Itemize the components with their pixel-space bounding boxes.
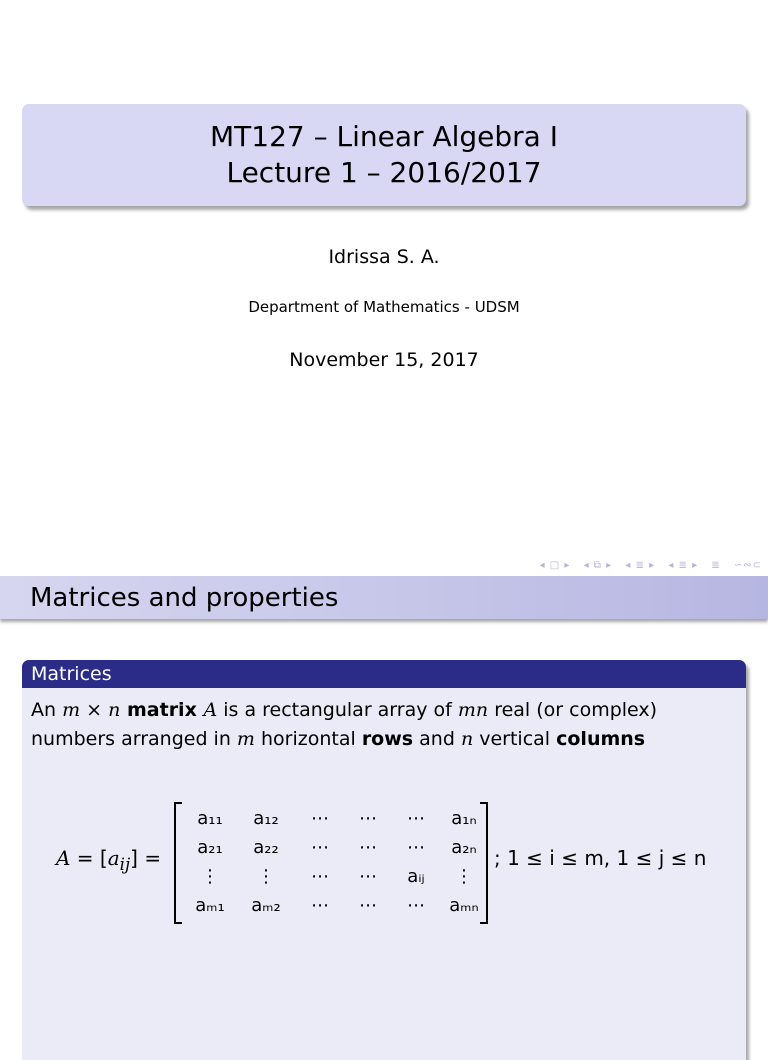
matrix-entry: a₁₂ bbox=[253, 808, 279, 829]
math-A: A bbox=[56, 846, 71, 870]
frame-title-bar bbox=[0, 576, 768, 619]
text-run: An bbox=[31, 699, 63, 721]
index-constraints: ; 1 ≤ i ≤ m, 1 ≤ j ≤ n bbox=[494, 846, 707, 870]
matrix-entry: ⋯ bbox=[311, 837, 329, 858]
text-run: and bbox=[413, 728, 461, 750]
term-rows: rows bbox=[361, 728, 414, 750]
math-times: × bbox=[80, 699, 109, 721]
lecture-subtitle: Lecture 1 – 2016/2017 bbox=[226, 156, 542, 189]
matrix-equation bbox=[22, 798, 746, 928]
text-run: numbers arranged in bbox=[31, 728, 237, 750]
definition-line-1 bbox=[31, 696, 657, 725]
math-n: n bbox=[108, 699, 121, 721]
matrix-grid bbox=[182, 804, 482, 920]
matrix-row bbox=[182, 833, 482, 862]
math-a: a bbox=[107, 846, 120, 870]
matrix-entry: ⋮ bbox=[201, 866, 219, 887]
frame-title: Matrices and properties bbox=[30, 583, 339, 613]
institute: Department of Mathematics - UDSM bbox=[248, 298, 520, 316]
nav-search-icon[interactable]: ∽∾⊂ bbox=[733, 560, 762, 571]
lecture-title: MT127 – Linear Algebra I bbox=[210, 120, 558, 153]
nav-frame-icon[interactable]: ◂ □ ▸ bbox=[539, 560, 571, 571]
beamer-navigation-bar bbox=[531, 560, 762, 571]
nav-appendix-icon[interactable]: ≣ bbox=[711, 560, 721, 571]
matrix-entry: aₘ₁ bbox=[195, 895, 225, 916]
matrix-entry: aᵢⱼ bbox=[407, 866, 425, 887]
matrix-entry: a₂₁ bbox=[197, 837, 223, 858]
matrix-entry: ⋯ bbox=[311, 808, 329, 829]
matrix-entry: aₘ₂ bbox=[251, 895, 281, 916]
equation-lhs bbox=[56, 846, 161, 874]
definition-block bbox=[22, 660, 746, 1060]
term-columns: columns bbox=[556, 728, 646, 750]
matrix-entry: ⋯ bbox=[359, 895, 377, 916]
matrix-entry: ⋯ bbox=[311, 895, 329, 916]
matrix-entry: ⋯ bbox=[359, 837, 377, 858]
matrix-row bbox=[182, 862, 482, 891]
right-bracket bbox=[480, 802, 488, 924]
matrix-entry: ⋯ bbox=[359, 866, 377, 887]
matrix-entry: ⋮ bbox=[455, 866, 473, 887]
matrix-entry: a₁₁ bbox=[197, 808, 223, 829]
title-box bbox=[22, 104, 746, 206]
nav-subsection-icon[interactable]: ◂ ⧉ ▸ bbox=[583, 560, 613, 571]
author: Idrissa S. A. bbox=[328, 246, 440, 268]
math-m: m bbox=[236, 728, 255, 750]
math-close: ] = bbox=[130, 846, 162, 870]
text-run: horizontal bbox=[254, 728, 362, 750]
matrix-entry: a₂₂ bbox=[253, 837, 279, 858]
term-matrix: matrix bbox=[120, 699, 204, 721]
matrix-entry: ⋯ bbox=[311, 866, 329, 887]
block-body bbox=[22, 688, 746, 1060]
math-A: A bbox=[203, 699, 218, 721]
text-run: real (or complex) bbox=[488, 699, 658, 721]
matrix-entry: a₁ₙ bbox=[451, 808, 477, 829]
math-m: m bbox=[62, 699, 81, 721]
definition-line-2 bbox=[31, 725, 657, 754]
matrix-entry: aₘₙ bbox=[449, 895, 479, 916]
matrix-entry: ⋯ bbox=[407, 837, 425, 858]
math-eq: = [ bbox=[70, 846, 108, 870]
text-run: is a rectangular array of bbox=[217, 699, 458, 721]
math-mn: mn bbox=[457, 699, 489, 721]
text-run: vertical bbox=[473, 728, 557, 750]
block-title: Matrices bbox=[22, 660, 746, 688]
date: November 15, 2017 bbox=[289, 349, 479, 371]
matrix-row bbox=[182, 891, 482, 920]
matrix-entry: ⋯ bbox=[407, 808, 425, 829]
math-sub-ij: ij bbox=[119, 855, 131, 874]
nav-document-icon[interactable]: ◂ ≣ ▸ bbox=[668, 560, 699, 571]
left-bracket bbox=[174, 802, 182, 924]
content-slide bbox=[0, 576, 768, 1024]
nav-section-icon[interactable]: ◂ ≣ ▸ bbox=[625, 560, 656, 571]
definition-text bbox=[31, 696, 657, 754]
matrix-entry: a₂ₙ bbox=[451, 837, 477, 858]
matrix-entry: ⋯ bbox=[407, 895, 425, 916]
matrix-entry: ⋯ bbox=[359, 808, 377, 829]
matrix-entry: ⋮ bbox=[257, 866, 275, 887]
math-n: n bbox=[460, 728, 474, 750]
matrix-row bbox=[182, 804, 482, 833]
